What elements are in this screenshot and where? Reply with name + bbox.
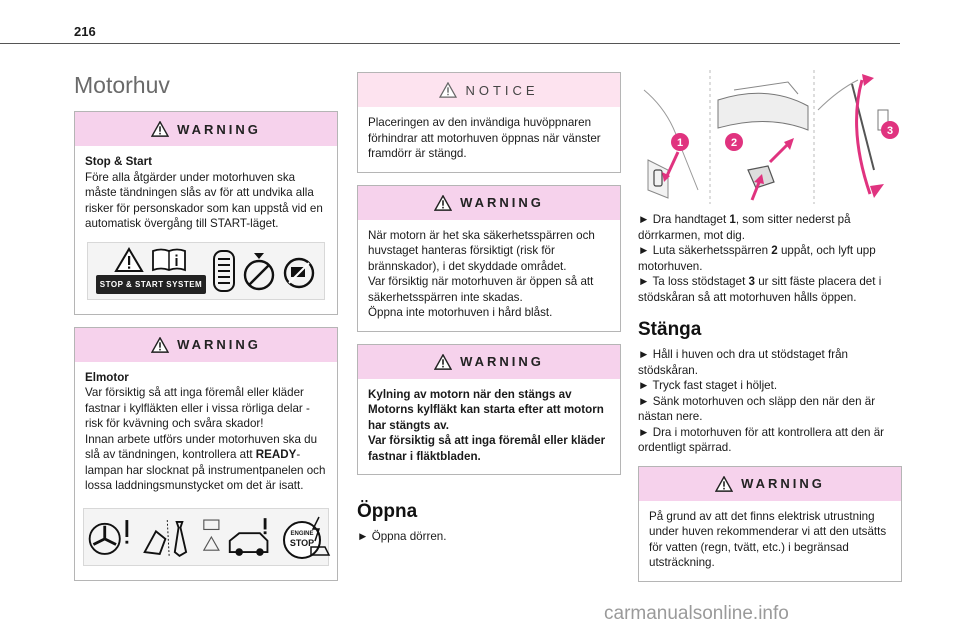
no-hand-icon bbox=[242, 249, 276, 293]
warning-header-label: WARNING bbox=[460, 195, 544, 210]
hood-opening-diagram bbox=[638, 70, 900, 204]
warning-text: Före alla åtgärder under motorhuven ska måste tändningen slås av för att undvika alla risker för personskador som kan uppstå vid en automatisk övergång till START-läget. bbox=[85, 170, 323, 230]
warning-triangle-icon bbox=[715, 476, 733, 492]
manual-warning-icon bbox=[201, 513, 222, 561]
warning-text: Var försiktig så att inga föremål eller kläder fastnar i kylfläkten eller i vissa rörliga delar - risk för kvävning och svåra skador! Innan arbete utförs under motorhuven ska du slå av tändningen, kontrollera att bbox=[85, 386, 318, 461]
notice-text: Placeringen av den invändiga huvöppnaren förhindrar att motorhuven öppnas när vänster framdörr är stängd. bbox=[368, 116, 601, 160]
warning-box-stop-start bbox=[74, 111, 338, 315]
close-step: ► Dra i motorhuven för att kontrollera att den är ordentligt spärrad. bbox=[638, 425, 885, 454]
stop-start-badge: STOP & START SYSTEM bbox=[96, 275, 206, 295]
warning-triangle-icon bbox=[434, 195, 452, 211]
manual-book-icon bbox=[150, 247, 188, 273]
stop-start-illustration bbox=[87, 242, 325, 300]
section-title: Motorhuv bbox=[74, 72, 170, 98]
diagram-label-1: 1 bbox=[676, 137, 684, 149]
warning-text-line: Var försiktig när motorhuven är öppen så att säkerhetsspärren inte skadas. bbox=[368, 275, 594, 304]
warning-header-label: WARNING bbox=[460, 354, 544, 369]
column-right bbox=[638, 70, 902, 594]
coil-spring-icon bbox=[212, 249, 236, 293]
close-steps bbox=[638, 347, 902, 456]
open-step-2: ► Luta säkerhetsspärren 2 uppåt, och lyft upp motorhuven. bbox=[638, 244, 876, 273]
close-title: Stänga bbox=[638, 319, 702, 340]
warning-header-label: WARNING bbox=[177, 337, 261, 352]
warning-triangle-icon bbox=[151, 121, 169, 137]
warning-triangle-icon bbox=[434, 354, 452, 370]
warning-header bbox=[358, 186, 620, 220]
engine-stop-top-label: ENGINE bbox=[290, 531, 314, 537]
warning-title: Elmotor bbox=[85, 370, 129, 384]
warning-header-label: WARNING bbox=[177, 121, 261, 137]
engine-stop-bottom-label: STOP bbox=[289, 538, 315, 548]
close-step: ► Tryck fast staget i höljet. bbox=[638, 379, 778, 392]
open-steps bbox=[638, 212, 902, 305]
open-title: Öppna bbox=[357, 501, 418, 522]
warning-text-line: När motorn är het ska säkerhetsspärren och huvstaget hanteras försiktigt (risk för brännskador), i det skyddade området. bbox=[368, 228, 595, 273]
warning-header bbox=[75, 112, 337, 146]
warning-text: På grund av att det finns elektrisk utrustning under huven rekommenderar vi att den utsätts för vatten (regn, tvätt, etc.) i begränsad utsträckning. bbox=[649, 509, 887, 569]
warning-title: Stop & Start bbox=[85, 155, 152, 168]
diagram-label-2: 2 bbox=[730, 137, 738, 149]
warning-text: Kylning av motorn när den stängs av Motorns kylfläkt kan starta efter att motorn har stängts av. Var försiktig så att inga föremål eller kläder fastnar i fläktbladen. bbox=[368, 387, 606, 463]
fan-warning-icon bbox=[84, 513, 135, 561]
warning-box-hot-engine bbox=[357, 185, 621, 332]
electric-motor-illustration bbox=[83, 508, 329, 566]
open-step-1: ► Dra handtaget 1, som sitter nederst på dörrkarmen, mot dig. bbox=[638, 213, 851, 242]
column-left bbox=[74, 70, 338, 593]
warning-box-cooling-fan bbox=[357, 344, 621, 476]
car-hood-warning-icon bbox=[226, 513, 275, 561]
notice-header bbox=[358, 73, 620, 107]
watermark: carmanualsonline.info bbox=[604, 603, 789, 624]
warning-triangle-icon bbox=[151, 337, 169, 353]
notice-header-label: NOTICE bbox=[465, 82, 539, 98]
warning-header bbox=[639, 467, 901, 501]
ready-keyword: READY bbox=[255, 448, 297, 461]
warning-header bbox=[358, 345, 620, 379]
warning-header-label: WARNING bbox=[741, 476, 825, 491]
warning-text-line: Öppna inte motorhuven i hård blåst. bbox=[368, 306, 553, 319]
header-rule bbox=[0, 43, 900, 44]
warning-triangle-icon bbox=[114, 247, 144, 273]
column-middle bbox=[357, 72, 621, 555]
diagram-label-3: 3 bbox=[886, 125, 894, 137]
close-step: ► Håll i huven och dra ut stödstaget från stödskåran. bbox=[638, 348, 848, 377]
warning-box-elmotor bbox=[74, 327, 338, 581]
notice-box bbox=[357, 72, 621, 173]
no-engine-icon bbox=[282, 249, 316, 293]
close-step: ► Sänk motorhuven och släpp den när den är nästan nere. bbox=[638, 394, 876, 423]
open-step-3: ► Ta loss stödstaget 3 ur sitt fäste placera det i stödskåran så att motorhuven hålls öppen. bbox=[638, 275, 882, 304]
notice-triangle-icon bbox=[439, 82, 457, 98]
open-step: ► Öppna dörren. bbox=[357, 530, 447, 543]
engine-stop-icon bbox=[279, 513, 328, 561]
warning-box-electrical bbox=[638, 466, 902, 582]
warning-header bbox=[75, 328, 337, 362]
hand-tie-icon bbox=[139, 513, 197, 561]
page-number: 216 bbox=[74, 24, 96, 39]
warning-text-continued: -lampan har slocknat på instrumentpanelen och lossa laddningsmunstycket om det är isatt. bbox=[85, 448, 326, 492]
